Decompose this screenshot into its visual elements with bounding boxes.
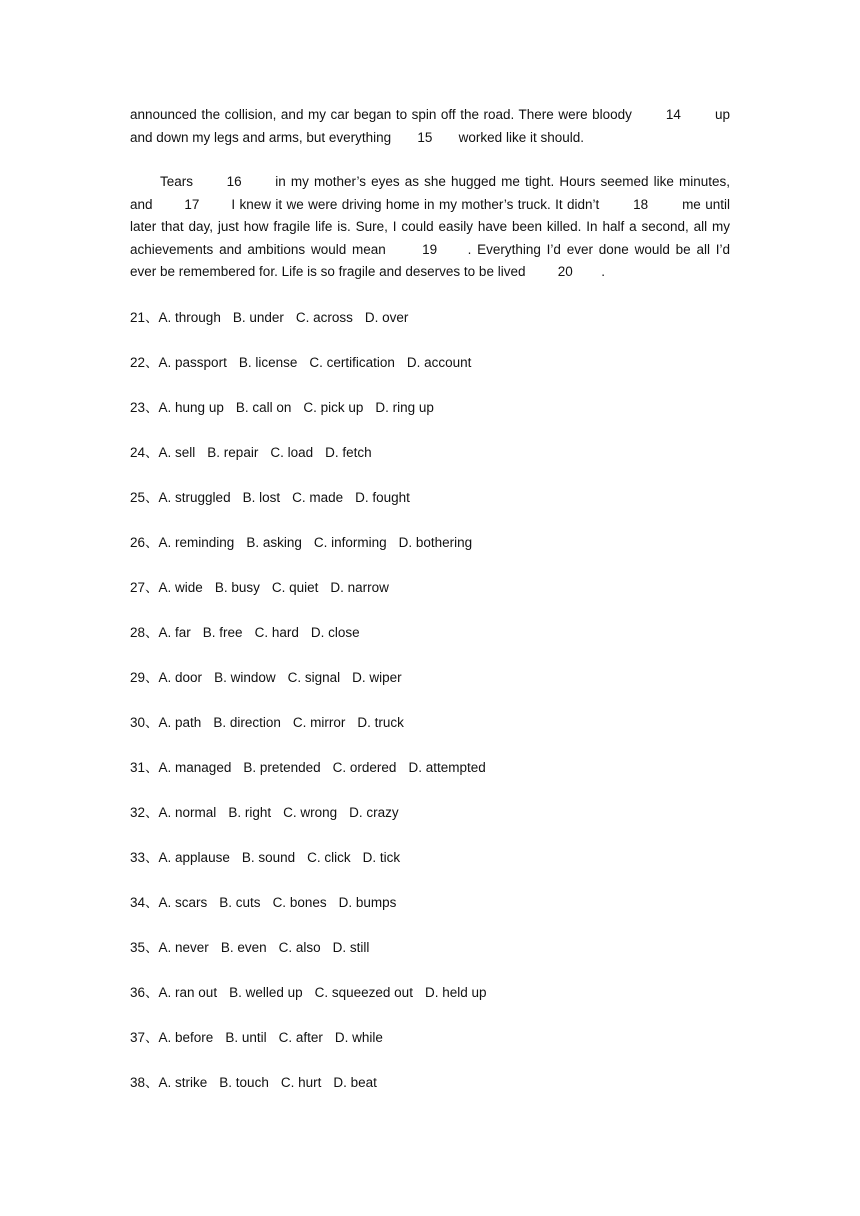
question-item — [130, 982, 730, 1027]
answer-option: D. fetch — [325, 444, 372, 460]
blank-number-16: 16 — [226, 174, 242, 189]
answer-option: A. before — [158, 1029, 214, 1045]
question-number: 36、 — [130, 984, 159, 1000]
answer-option: A. scars — [158, 894, 208, 910]
blank-number-19: 19 — [422, 241, 438, 257]
question-number: 22、 — [130, 354, 159, 370]
answer-option: C. across — [295, 309, 353, 325]
answer-option: C. hurt — [280, 1074, 322, 1090]
answer-option: A. normal — [158, 804, 217, 820]
answer-option: A. never — [158, 939, 209, 955]
passage-text: in my mother’s eyes as she hugged me tight. Hours seemed like minutes, and — [130, 174, 730, 212]
answer-option: A. passport — [158, 354, 227, 370]
answer-option: B. right — [228, 804, 272, 820]
answer-option: C. click — [307, 849, 351, 865]
answer-option: A. ran out — [158, 984, 218, 1000]
answer-option: C. pick up — [303, 399, 364, 415]
passage-text: . Everything I’d ever done would be all I’d ever be remembered for. Life is so fragile and deserves to be lived — [130, 241, 730, 279]
answer-option: D. while — [334, 1029, 383, 1045]
question-number: 37、 — [130, 1029, 159, 1045]
answer-option: B. under — [232, 309, 284, 325]
question-number: 28、 — [130, 624, 159, 640]
blank-number-18: 18 — [633, 196, 649, 212]
blank-number-15: 15 — [417, 129, 433, 145]
answer-option: A. path — [158, 714, 202, 730]
answer-option: A. strike — [158, 1074, 208, 1090]
question-item — [130, 802, 730, 847]
question-item — [130, 712, 730, 757]
passage-text: announced the collision, and my car began to spin off the road. There were bloody — [130, 107, 632, 122]
answer-option: A. far — [158, 624, 191, 640]
question-item — [130, 532, 730, 577]
answer-option: C. wrong — [283, 804, 338, 820]
answer-option: C. after — [278, 1029, 323, 1045]
answer-option: A. sell — [158, 444, 196, 460]
answer-option: C. ordered — [332, 759, 397, 775]
answer-option: D. close — [310, 624, 360, 640]
passage-text: I knew it we were driving home in my mother’s truck. It didn’t — [231, 196, 600, 212]
answer-option: B. call on — [235, 399, 292, 415]
question-number: 34、 — [130, 894, 159, 910]
blank-number-17: 17 — [184, 196, 200, 212]
answer-option: C. signal — [287, 669, 341, 685]
answer-option: D. bothering — [398, 534, 473, 550]
question-item — [130, 667, 730, 712]
answer-option: C. made — [292, 489, 344, 505]
question-item — [130, 1027, 730, 1072]
answer-option: B. direction — [213, 714, 281, 730]
answer-option: D. wiper — [352, 669, 402, 685]
answer-option: D. account — [406, 354, 472, 370]
answer-option: D. held up — [424, 984, 487, 1000]
question-number: 26、 — [130, 534, 159, 550]
answer-option: B. window — [214, 669, 276, 685]
question-item — [130, 352, 730, 397]
answer-option: B. until — [225, 1029, 267, 1045]
answer-option: D. tick — [362, 849, 401, 865]
passage-text: . — [601, 264, 605, 279]
question-number: 29、 — [130, 669, 159, 685]
answer-option: C. load — [270, 444, 314, 460]
answer-option: B. free — [202, 624, 243, 640]
answer-option: D. fought — [355, 489, 410, 505]
answer-option: A. applause — [158, 849, 230, 865]
passage-text: me until later that day, just how fragile life is. Sure, I could easily have been killed. In half a second, all my achievements and ambitions would mean — [130, 196, 730, 257]
question-item — [130, 442, 730, 487]
passage-text: worked like it should. — [458, 129, 584, 145]
answer-option: D. beat — [333, 1074, 377, 1090]
answer-option: D. crazy — [349, 804, 399, 820]
question-number: 33、 — [130, 849, 159, 865]
answer-option: C. informing — [313, 534, 387, 550]
question-number: 25、 — [130, 489, 159, 505]
blank-number-20: 20 — [557, 264, 573, 279]
answer-option: C. also — [278, 939, 321, 955]
question-number: 23、 — [130, 399, 159, 415]
answer-option: A. door — [158, 669, 203, 685]
question-item — [130, 937, 730, 982]
answer-option: B. asking — [246, 534, 302, 550]
answer-option: B. even — [220, 939, 267, 955]
answer-option: D. attempted — [408, 759, 486, 775]
answer-option: B. busy — [214, 579, 260, 595]
answer-option: B. cuts — [219, 894, 261, 910]
answer-option: C. mirror — [292, 714, 346, 730]
answer-option: B. lost — [242, 489, 281, 505]
answer-option: C. bones — [272, 894, 327, 910]
passage-paragraph-2 — [130, 171, 730, 284]
answer-option: D. narrow — [330, 579, 389, 595]
answer-option: D. still — [332, 939, 370, 955]
question-item — [130, 397, 730, 442]
answer-option: D. truck — [357, 714, 404, 730]
answer-option: A. hung up — [158, 399, 224, 415]
question-item — [130, 847, 730, 892]
answer-option: C. quiet — [271, 579, 319, 595]
question-number: 35、 — [130, 939, 159, 955]
answer-option: B. repair — [207, 444, 259, 460]
answer-option: C. certification — [309, 354, 395, 370]
answer-option: D. over — [364, 309, 409, 325]
answer-option: B. license — [238, 354, 298, 370]
answer-option: B. welled up — [229, 984, 303, 1000]
question-number: 24、 — [130, 444, 159, 460]
question-number: 21、 — [130, 309, 159, 325]
question-item — [130, 307, 730, 352]
answer-option: A. reminding — [158, 534, 235, 550]
answer-option: B. pretended — [243, 759, 321, 775]
answer-option: D. bumps — [338, 894, 397, 910]
answer-option: A. managed — [158, 759, 232, 775]
passage-text: up and down my legs and arms, but everything — [130, 107, 730, 145]
answer-option: B. sound — [241, 849, 296, 865]
question-item — [130, 577, 730, 622]
question-list — [130, 307, 730, 1117]
question-number: 27、 — [130, 579, 159, 595]
answer-option: B. touch — [219, 1074, 269, 1090]
blank-number-14: 14 — [665, 107, 681, 122]
answer-option: C. squeezed out — [314, 984, 413, 1000]
document-page — [130, 104, 730, 1130]
question-item — [130, 892, 730, 937]
question-number: 32、 — [130, 804, 159, 820]
question-number: 30、 — [130, 714, 159, 730]
answer-option: A. through — [158, 309, 221, 325]
answer-option: A. struggled — [158, 489, 231, 505]
question-item — [130, 757, 730, 802]
question-number: 31、 — [130, 759, 159, 775]
question-item — [130, 487, 730, 532]
question-item — [130, 622, 730, 667]
passage-text: Tears — [160, 174, 194, 189]
answer-option: A. wide — [158, 579, 203, 595]
passage-paragraph-1 — [130, 104, 730, 149]
question-number: 38、 — [130, 1074, 159, 1090]
answer-option: D. ring up — [375, 399, 434, 415]
question-item — [130, 1072, 730, 1117]
answer-option: C. hard — [254, 624, 299, 640]
